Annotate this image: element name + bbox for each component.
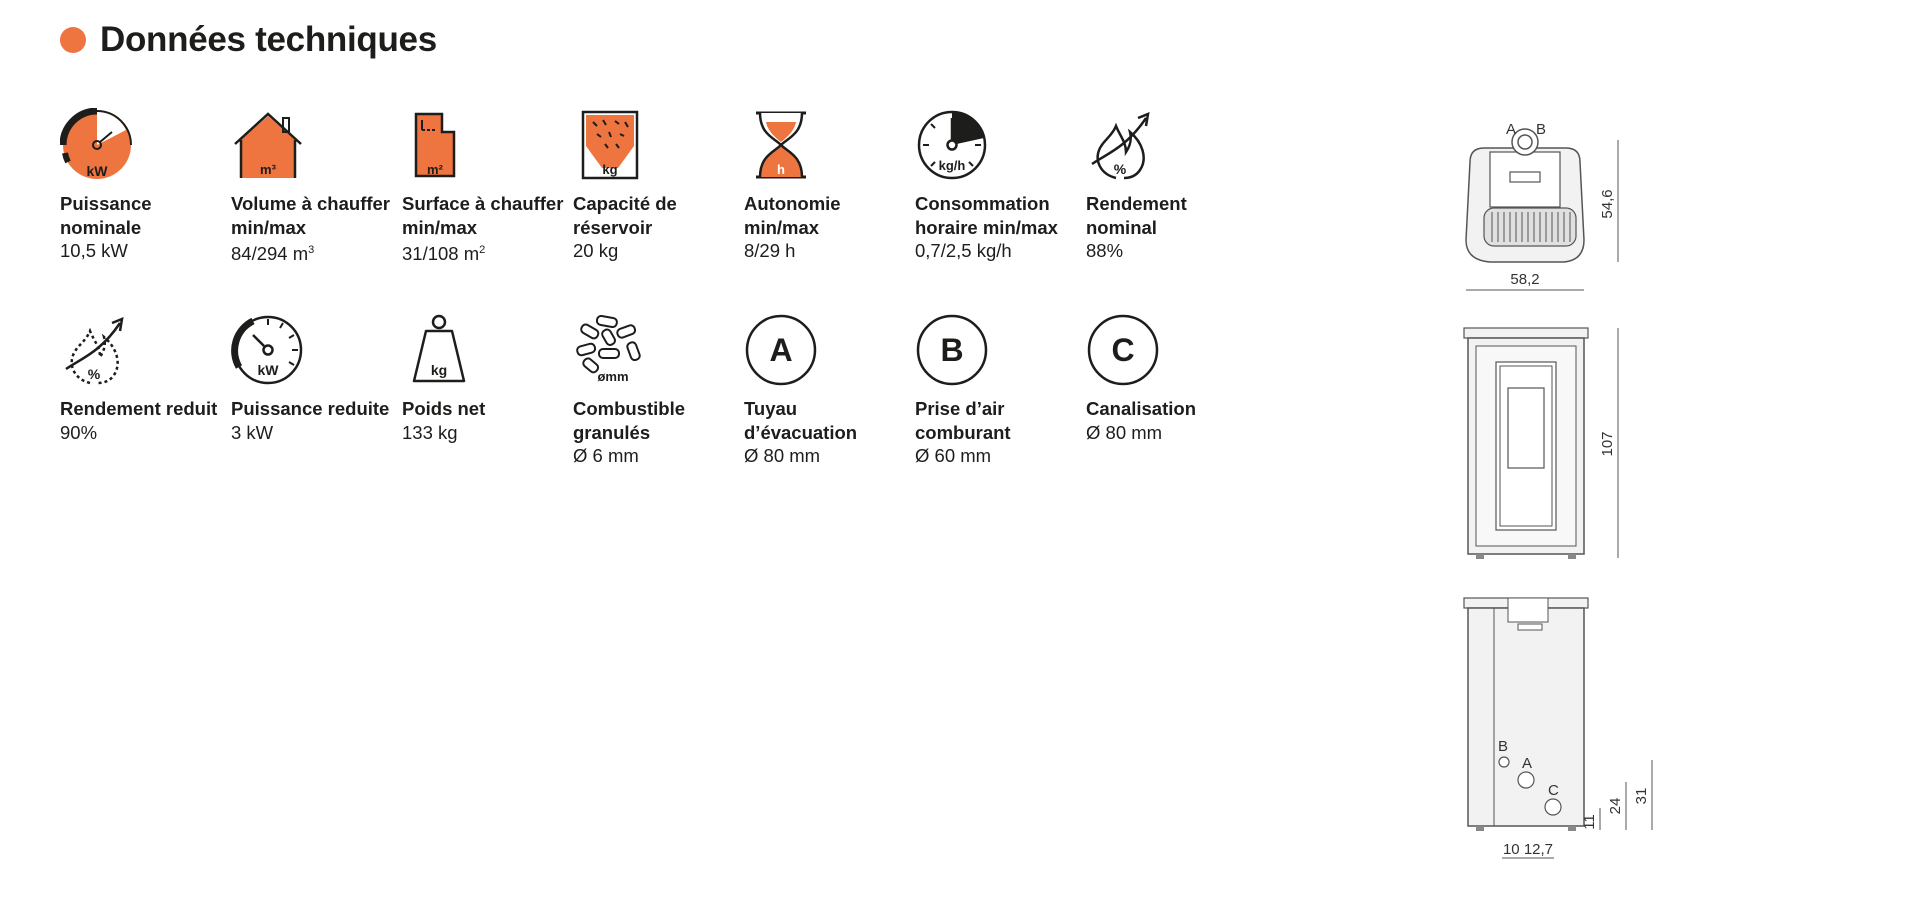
svg-text:h: h xyxy=(777,162,785,177)
spec-value: Ø 60 mm xyxy=(915,445,992,466)
spec-combustible xyxy=(573,313,741,468)
flame-percent-icon xyxy=(1086,108,1160,182)
spec-value: 20 kg xyxy=(573,240,619,261)
letter-b-circle-icon xyxy=(915,313,989,387)
spec-label: Rendement reduit xyxy=(60,398,218,419)
svg-text:C: C xyxy=(1111,332,1135,368)
svg-text:kW: kW xyxy=(257,362,279,378)
spec-value: Ø 80 mm xyxy=(1086,421,1163,443)
house-volume-icon xyxy=(231,108,305,182)
svg-text:B: B xyxy=(1536,121,1547,138)
spec-value: 0,7/2,5 kg/h xyxy=(915,240,1012,261)
svg-text:10 12,7: 10 12,7 xyxy=(1502,841,1554,858)
clock-kgh-icon xyxy=(915,108,989,182)
spec-label: Autonomie min/max xyxy=(744,193,841,238)
spec-value: Ø 80 mm xyxy=(744,445,821,466)
svg-text:B: B xyxy=(940,332,964,368)
svg-text:24: 24 xyxy=(1607,797,1624,815)
spec-canalisation xyxy=(1086,313,1254,444)
svg-text:C: C xyxy=(1548,782,1559,799)
flame-percent-dashed-icon xyxy=(60,313,134,387)
svg-text:107: 107 xyxy=(1599,431,1616,457)
svg-text:kg: kg xyxy=(430,362,448,378)
spec-tuyau xyxy=(744,313,912,468)
gauge-kw-icon xyxy=(60,108,134,182)
back-view-drawing xyxy=(1464,598,1652,858)
spec-label: Prise d’air comburant xyxy=(915,398,1011,443)
spec-value: 84/294 $m^3$ xyxy=(231,243,315,265)
top-view-drawing xyxy=(1466,121,1618,290)
svg-text:58,2: 58,2 xyxy=(1510,271,1540,288)
spec-label: Volume à chauffer min/max xyxy=(231,193,391,238)
svg-text:54,6: 54,6 xyxy=(1599,189,1616,219)
spec-label: Rendement nominal xyxy=(1086,193,1187,238)
spec-label: Combustible granulés xyxy=(573,398,686,443)
pellet-tank-icon xyxy=(573,108,647,182)
svg-text:ømm: ømm xyxy=(597,369,629,384)
spec-value: 3 kW xyxy=(231,421,274,443)
spec-label: Puissance reduite xyxy=(231,398,390,419)
spec-volume xyxy=(231,108,399,266)
page-title: Données techniques xyxy=(100,20,437,59)
spec-label: Consommation horaire min/max xyxy=(915,193,1058,238)
weight-kg-icon xyxy=(402,313,476,387)
svg-text:B: B xyxy=(1498,738,1509,755)
pellets-diameter-icon xyxy=(573,313,647,387)
spec-label: Capacité de réservoir xyxy=(573,193,677,238)
svg-text:A: A xyxy=(1506,121,1517,138)
svg-text:A: A xyxy=(1522,755,1533,772)
orange-bullet-icon xyxy=(60,27,86,53)
spec-value: Ø 6 mm xyxy=(573,445,639,466)
svg-text:kg: kg xyxy=(602,162,618,177)
spec-rendement-reduit xyxy=(60,313,228,444)
spec-value: 90% xyxy=(60,421,98,443)
spec-puissance-reduite xyxy=(231,313,399,444)
spec-prise-air xyxy=(915,313,1083,468)
spec-poids xyxy=(402,313,570,444)
spec-capacite xyxy=(573,108,741,263)
spec-grid xyxy=(60,108,1220,478)
svg-text:11: 11 xyxy=(1581,814,1598,830)
spec-value: 88% xyxy=(1086,240,1124,261)
svg-text:kg/h: kg/h xyxy=(938,158,966,173)
svg-text:A: A xyxy=(769,332,793,368)
spec-puissance-nominale xyxy=(60,108,228,263)
spec-consommation xyxy=(915,108,1083,263)
svg-text:kW: kW xyxy=(86,163,108,179)
svg-text:m²: m² xyxy=(427,162,443,177)
floor-plan-icon xyxy=(402,108,476,182)
svg-text:31: 31 xyxy=(1633,787,1650,805)
letter-c-circle-icon xyxy=(1086,313,1160,387)
spec-value: 31/108 $m^2$ xyxy=(402,243,486,265)
spec-label: Tuyau d’évacuation xyxy=(744,398,858,443)
letter-a-circle-icon xyxy=(744,313,818,387)
front-view-drawing xyxy=(1464,328,1618,559)
technical-drawings xyxy=(1440,110,1700,870)
gauge-low-kw-icon xyxy=(231,313,305,387)
section-header xyxy=(60,20,437,60)
svg-text:%: % xyxy=(87,366,101,382)
svg-text:%: % xyxy=(1113,161,1127,177)
spec-label: Poids net xyxy=(402,398,486,419)
spec-value: 133 kg xyxy=(402,421,458,443)
spec-autonomie xyxy=(744,108,912,263)
svg-text:m³: m³ xyxy=(260,162,276,177)
hourglass-icon xyxy=(744,108,818,182)
spec-surface xyxy=(402,108,570,266)
spec-label: Puissance nominale xyxy=(60,193,152,238)
spec-label: Canalisation xyxy=(1086,398,1196,419)
spec-value: 10,5 kW xyxy=(60,240,128,261)
spec-value: 8/29 h xyxy=(744,240,796,261)
spec-rendement-nominal xyxy=(1086,108,1254,263)
spec-label: Surface à chauffer min/max xyxy=(402,193,564,238)
